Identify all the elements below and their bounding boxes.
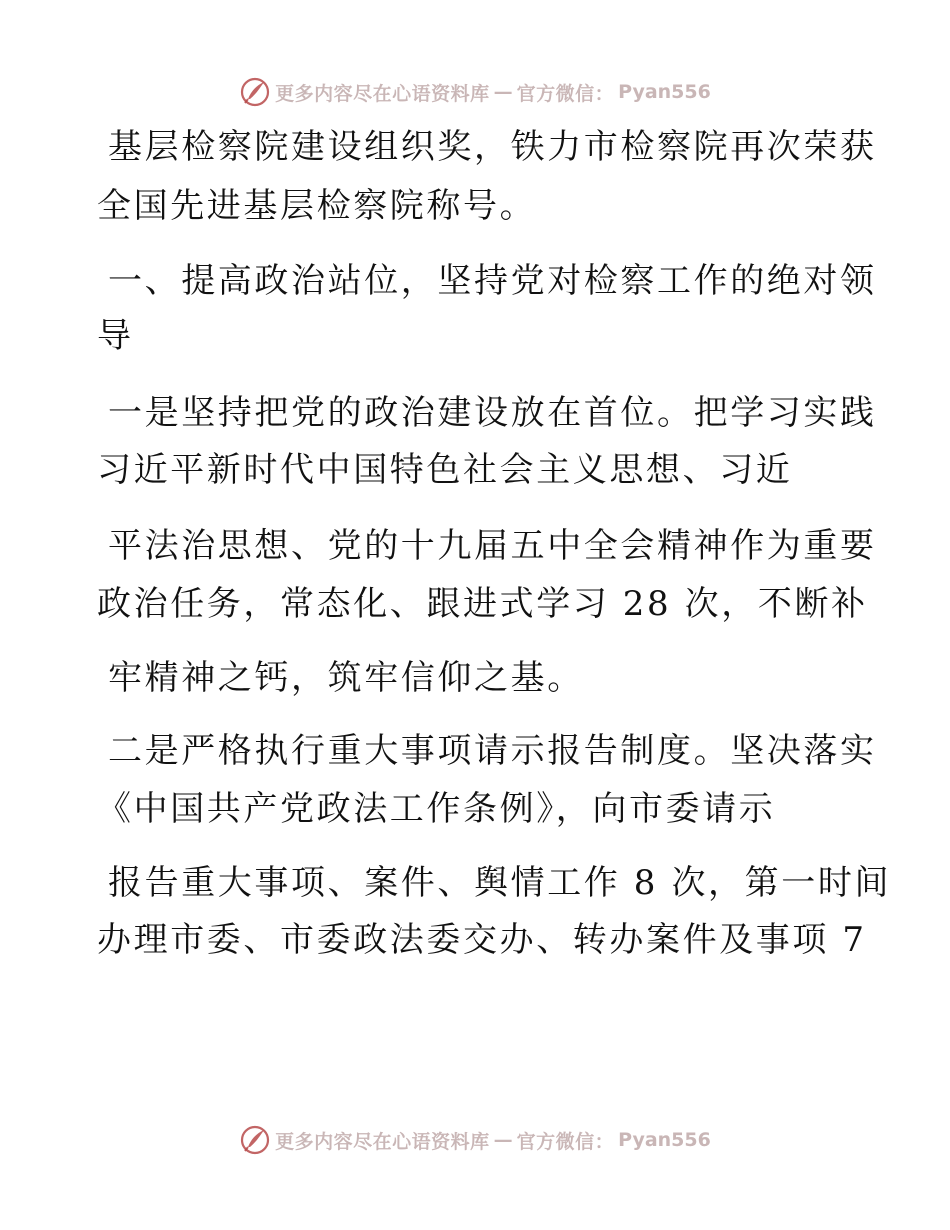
text-line-3: 一、提高政治站位，坚持党对检察工作的绝对领 bbox=[108, 261, 877, 301]
text-line-8: 政治任务，常态化、跟进式学习 28 次，不断补 bbox=[97, 584, 868, 624]
quill-logo-icon bbox=[239, 1124, 271, 1156]
footer-watermark bbox=[0, 1120, 950, 1160]
text-line-13: 办理市委、市委政法委交办、转办案件及事项 7 bbox=[97, 920, 867, 960]
text-line-9: 牢精神之钙，筑牢信仰之基。 bbox=[108, 658, 584, 698]
text-line-12: 报告重大事项、案件、舆情工作 8 次，第一时间 bbox=[108, 863, 892, 903]
text-line-2: 全国先进基层检察院称号。 bbox=[97, 186, 537, 226]
header-watermark bbox=[0, 72, 950, 112]
text-line-5: 一是坚持把党的政治建设放在首位。把学习实践 bbox=[108, 393, 877, 433]
watermark-wechat-label: 官方微信： bbox=[516, 82, 615, 105]
quill-logo-icon bbox=[239, 76, 271, 108]
text-line-1: 基层检察院建设组织奖，铁力市检察院再次荣获 bbox=[108, 127, 877, 167]
watermark-group bbox=[239, 76, 711, 108]
watermark-site-text: 更多内容尽在心语资料库 bbox=[275, 82, 490, 105]
text-line-11: 《中国共产党政法工作条例》，向市委请示 bbox=[97, 789, 776, 829]
watermark-wechat-id: Pyan556 bbox=[618, 1129, 711, 1151]
text-line-10: 二是严格执行重大事项请示报告制度。坚决落实 bbox=[108, 731, 877, 771]
watermark-wechat-id: Pyan556 bbox=[618, 81, 711, 103]
watermark-separator: — bbox=[493, 1129, 513, 1151]
watermark-separator: — bbox=[493, 81, 513, 103]
watermark-wechat-label: 官方微信： bbox=[516, 1130, 615, 1153]
watermark-site-text: 更多内容尽在心语资料库 bbox=[275, 1130, 490, 1153]
text-line-6: 习近平新时代中国特色社会主义思想、习近 bbox=[97, 450, 793, 490]
watermark-group bbox=[239, 1124, 711, 1156]
text-line-7: 平法治思想、党的十九届五中全会精神作为重要 bbox=[108, 526, 877, 566]
text-line-4: 导 bbox=[97, 316, 134, 356]
